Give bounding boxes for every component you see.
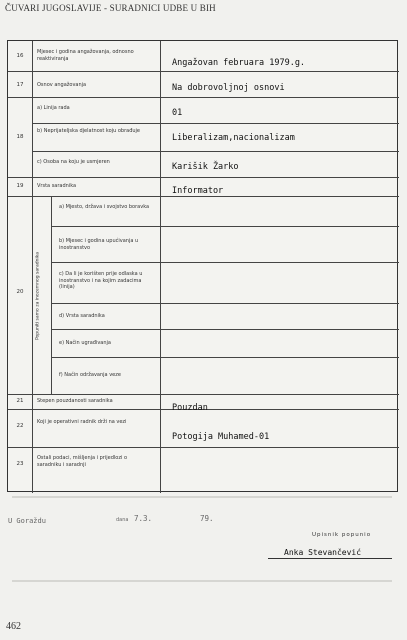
- vertical-section-label-text: Popuniti samo za inozemnog saradnika: [35, 252, 41, 340]
- row-number: 23: [16, 461, 24, 467]
- field-label: Ostali podaci, mišljenja i prijedlozi o saradniku i saradnji: [37, 455, 127, 468]
- field-label: e) Način ugrađivanja: [59, 340, 111, 346]
- row-divider: [8, 447, 399, 448]
- field-value: Na dobrovoljnoj osnovi: [172, 83, 285, 93]
- field-value: Potogija Muhamed-01: [172, 432, 270, 442]
- field-label: Stepen pouzdanosti saradnika: [37, 398, 113, 404]
- field-label: Vrsta saradnika: [37, 183, 77, 189]
- field-label: c) Da li je korišten prije odlaska u inostranstvo i na kojim zadacima (linija): [59, 271, 143, 290]
- page-header: ČUVARI JUGOSLAVIJE - SURADNICI UDBE U BIH: [5, 3, 216, 13]
- field-label: a) Linija rada: [37, 105, 70, 111]
- row-divider: [51, 226, 399, 227]
- field-value: Informator: [172, 186, 224, 196]
- date-year-value: 79.: [200, 514, 214, 523]
- row-number: 21: [16, 398, 24, 404]
- date-label: dana: [116, 517, 129, 523]
- row-number: 20: [16, 289, 24, 295]
- collaborator-form-table: [7, 40, 398, 492]
- row-divider: [8, 97, 399, 98]
- row-divider: [32, 123, 399, 124]
- field-label: Osnov angažovanja: [37, 82, 87, 88]
- row-number: 22: [16, 423, 24, 429]
- upisnik-label: Upisnik popunio: [312, 532, 372, 538]
- column-divider: [32, 41, 33, 493]
- field-value: Pouzdan: [172, 403, 208, 413]
- bleed-through-mark: [12, 580, 392, 582]
- field-value: Angažovan februara 1979.g.: [172, 58, 306, 68]
- row-divider: [51, 262, 399, 263]
- date-value: 7.3.: [134, 514, 153, 523]
- page-number: 462: [6, 621, 21, 632]
- place-value: U Goraždu: [8, 517, 46, 525]
- bleed-through-mark: [12, 496, 392, 498]
- row-number: 18: [16, 134, 24, 140]
- row-divider: [8, 196, 399, 197]
- upisnik-name: Anka Stevančević: [284, 548, 362, 557]
- field-label: c) Osoba na koju je usmjeren: [37, 159, 110, 165]
- row-divider: [51, 357, 399, 358]
- row-divider: [51, 329, 399, 330]
- field-label: Mjesec i godina angažovanja, odnosno reaktiviranja: [37, 49, 134, 62]
- signature-line: [268, 558, 392, 559]
- row-divider: [8, 71, 399, 72]
- field-label: b) Neprijateljska djelatnost koju obrađuje: [37, 128, 141, 134]
- row-divider: [8, 394, 399, 395]
- row-number: 19: [16, 183, 24, 189]
- field-label: b) Mjesec i godina upućivanja u inostranstvo: [59, 238, 139, 251]
- field-label: d) Vrsta saradnika: [59, 313, 105, 319]
- row-number: 17: [16, 82, 24, 88]
- field-value: 01: [172, 108, 183, 118]
- row-divider: [51, 303, 399, 304]
- row-divider: [32, 151, 399, 152]
- field-label: Koji je operativni radnik drži na vezi: [37, 419, 127, 425]
- row-divider: [8, 177, 399, 178]
- vertical-section-label: [34, 201, 42, 391]
- field-label: f) Način održavanja veze: [59, 372, 121, 378]
- field-value: Liberalizam,nacionalizam: [172, 133, 295, 143]
- field-label: a) Mjesto, država i svojstvo boravka: [59, 204, 150, 210]
- row-number: 16: [16, 53, 24, 59]
- field-value: Karišik Žarko: [172, 162, 239, 172]
- column-divider: [160, 41, 161, 493]
